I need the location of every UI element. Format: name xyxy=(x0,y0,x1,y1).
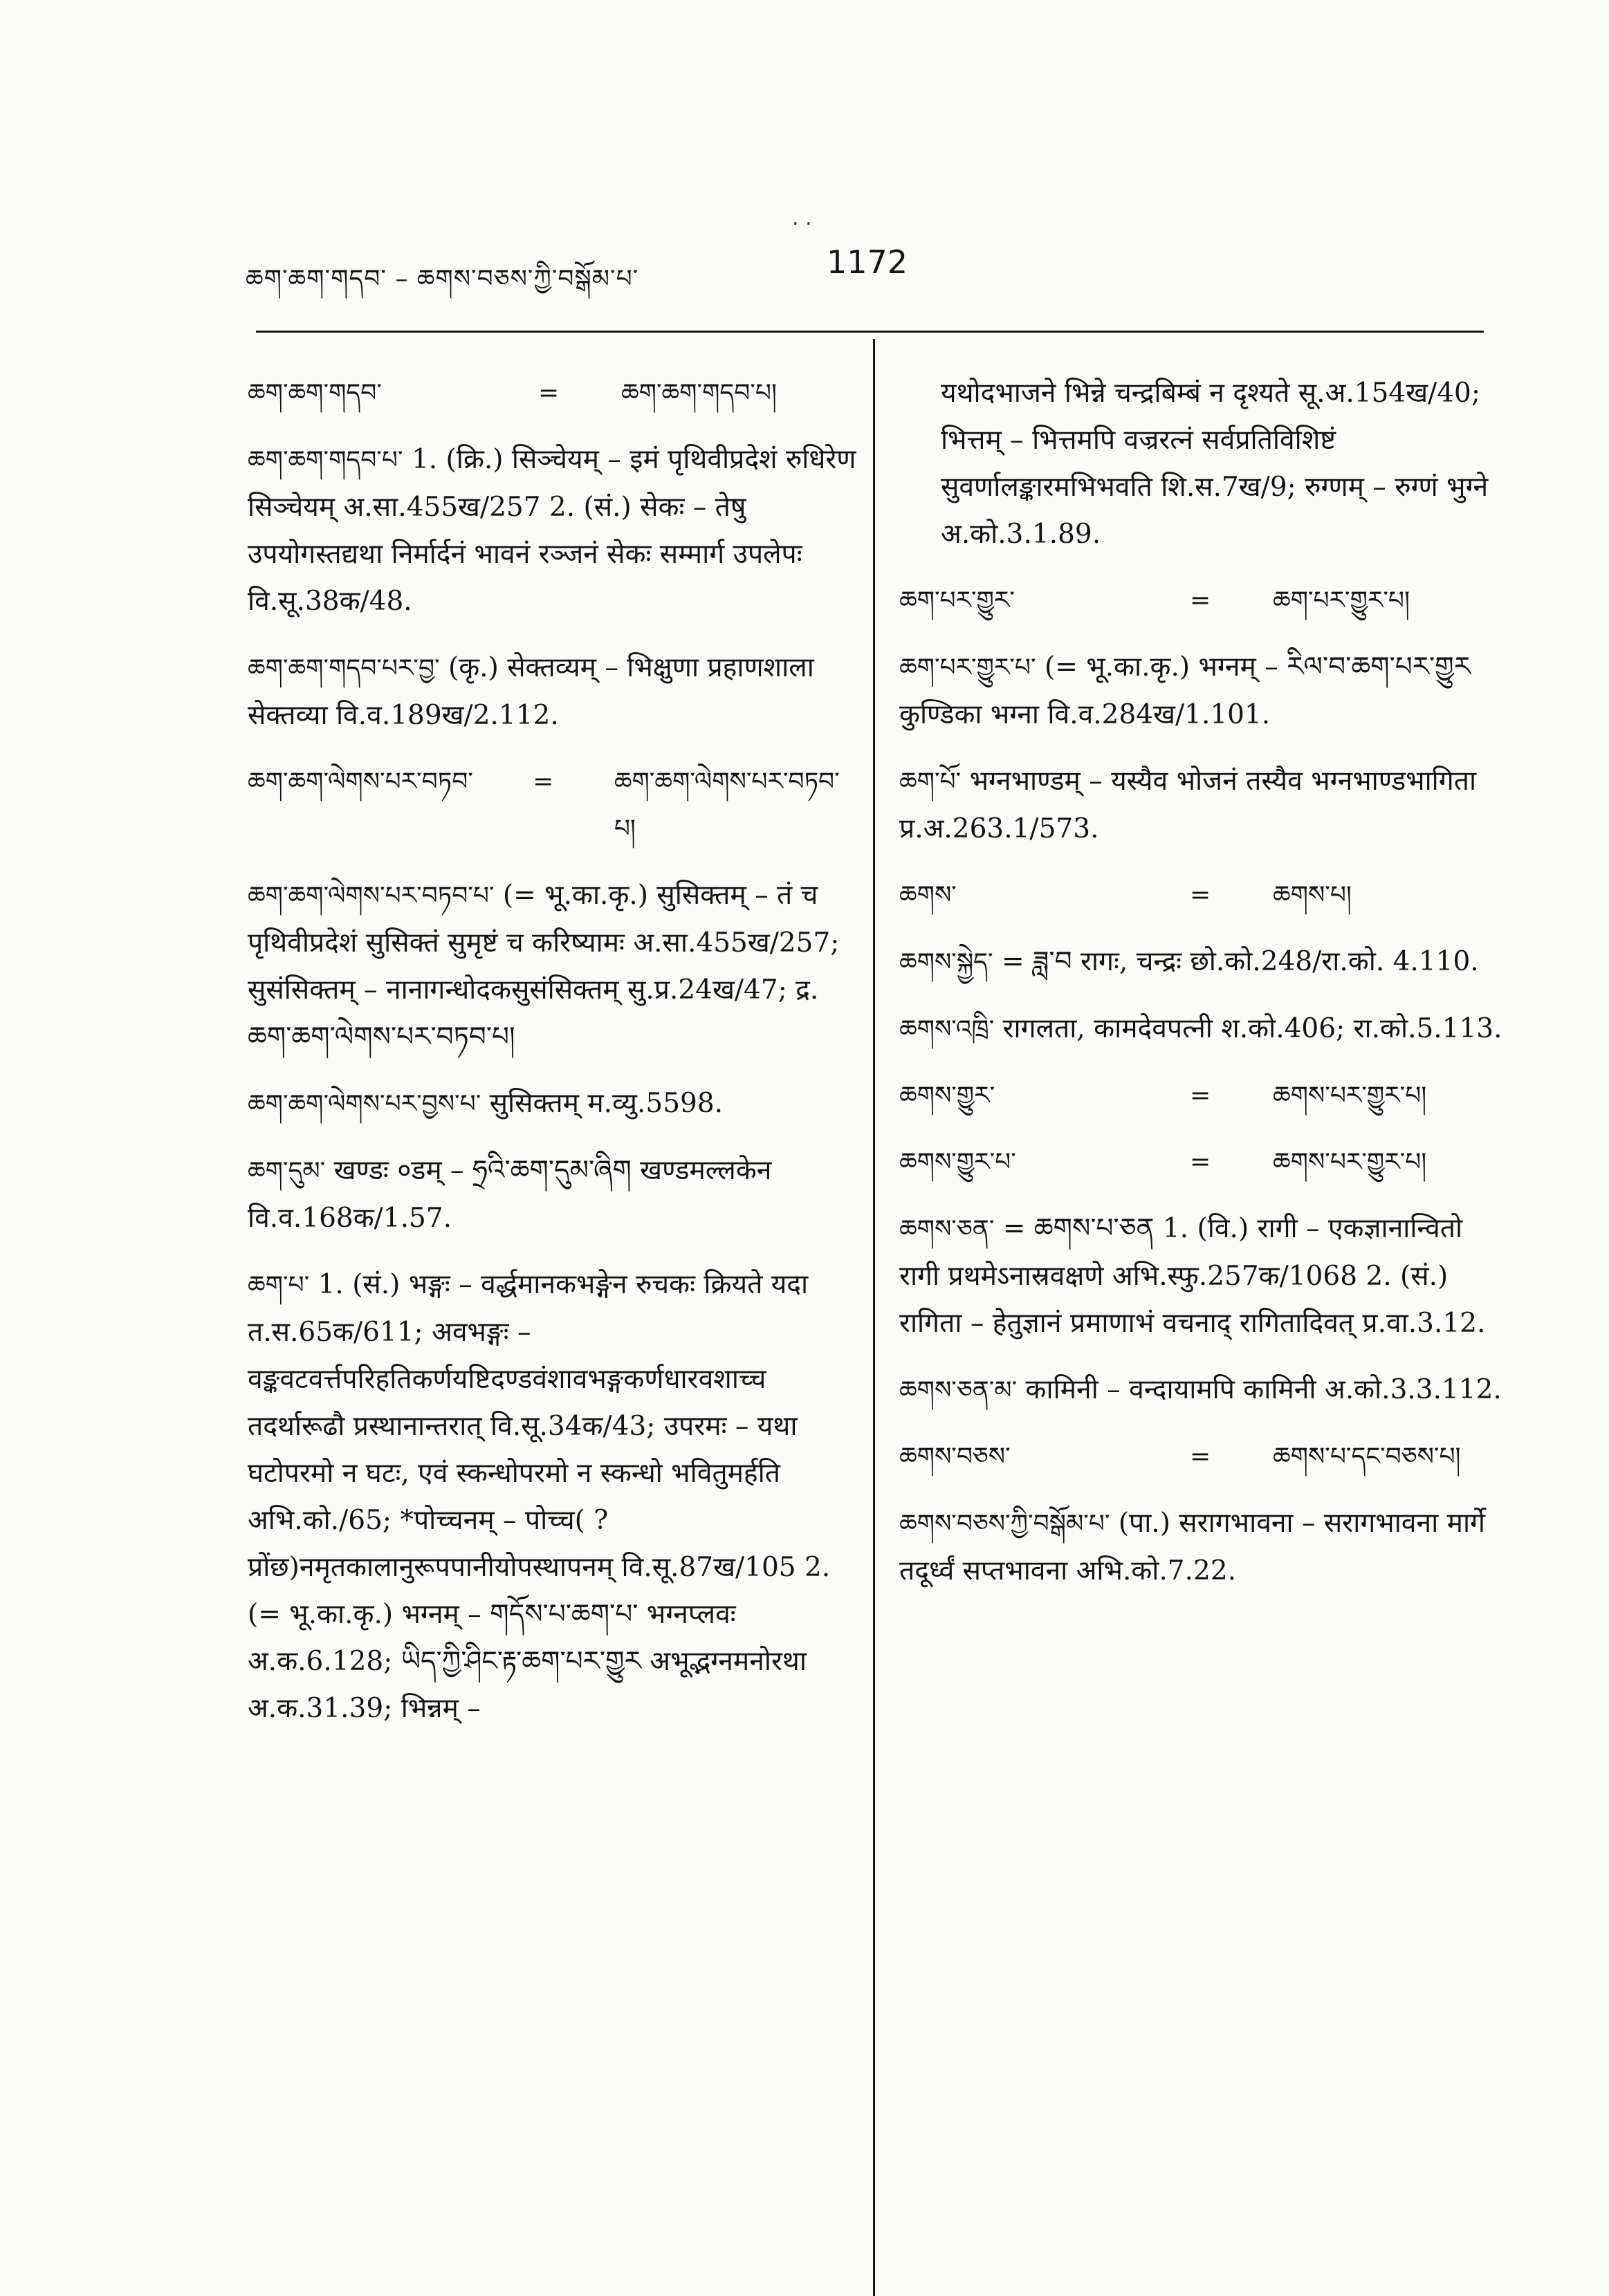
headword: ཆག་པར་གྱུར་ xyxy=(899,586,1015,615)
cross-reference-target: ཆག་ཆག་ལེགས་པར་བཏབ་པ། xyxy=(614,768,840,843)
equals-sign: = xyxy=(533,768,554,796)
headword: ཆགས་གྱུར་ xyxy=(899,1082,995,1110)
cross-reference-target: ཆག་པར་གྱུར་པ། xyxy=(1273,586,1410,615)
headword: ཆགས་འཁྲི་ xyxy=(899,1015,995,1044)
cross-reference-target: ཆག་ཆག་གདབ་པ། xyxy=(621,379,777,407)
header-entry-range: ཆག་ཆག་གདབ་ – ཆགས་བཅས་ཀྱི་བསྒོམ་པ་ xyxy=(246,265,639,293)
cross-reference-entry xyxy=(899,1073,1508,1120)
headword: ཆག་དུམ་ xyxy=(248,1157,326,1185)
dictionary-entry xyxy=(248,1147,856,1242)
dictionary-entry xyxy=(248,645,856,739)
entry-definition: (= भू.का.कृ.) सुसिक्तम् – तं च पृथिवीप्रदेशं सुसिक्तं सुमृष्टं च करिष्यामः अ.सा.455ख/257; सुसंसिक्तम् – नानागन्धोदकसुसंसिक्तम् सु.प्र.24ख/47; द्र. ཆག་ཆག་ལེགས་པར་བཏབ་པ། xyxy=(248,880,840,1053)
headword: ཆགས་ xyxy=(899,881,957,909)
cross-reference-entry xyxy=(899,1434,1508,1481)
dictionary-entry xyxy=(248,872,856,1061)
cross-reference-entry xyxy=(248,370,856,417)
entry-definition: 1. (क्रि.) सिञ्चेयम् – इमं पृथिवीप्रदेशं रुधिरेण सिञ्चेयम् अ.सा.455ख/257 2. (सं.) सेकः – तेषु उपयोगस्तद्यथा निर्मार्दनं भावनं रञ्जनं सेकः सम्मार्ग उपलेपः वि.सू.38क/48. xyxy=(248,444,856,617)
dictionary-entry xyxy=(899,1500,1508,1595)
cross-reference-target: ཆགས་པ་དང་བཅས་པ། xyxy=(1273,1443,1461,1471)
entry-definition: भग्नभाण्डम् – यस्यैव भोजनं तस्यैव भग्नभाण्डभागिता प्र.अ.263.1/573. xyxy=(899,766,1477,844)
entry-definition: = ཆགས་པ་ཅན 1. (वि.) रागी – एकज्ञानान्वितो रागी प्रथमेऽनास्रवक्षणे अभि.स्फु.257क/1068 2. (सं.) रागिता – हेतुज्ञानं प्रमाणाभं वचनाद् रागितादिवत् प्र.वा.3.12. xyxy=(899,1213,1486,1339)
cross-reference-target: ཆགས་པར་གྱུར་པ། xyxy=(1273,1082,1427,1110)
entry-definition: = ཟླ་བ रागः, चन्द्रः छो.को.248/रा.को. 4.110. xyxy=(1001,946,1479,977)
headword: ཆག་ཆག་ལེགས་པར་བྱས་པ་ xyxy=(248,1090,481,1118)
headword: ཆག་ཆག་ལེགས་པར་བཏབ་པ་ xyxy=(248,882,495,910)
entry-definition: खण्डः ०डम् – ཧྲའི་ཆག་དུམ་ཞིག खण्डमल्लकेन वि.व.168क/1.57. xyxy=(248,1155,772,1234)
dictionary-entry xyxy=(899,1006,1508,1053)
entry-definition: (= भू.का.कृ.) भग्नम् – རིལ་བ་ཆག་པར་གྱུར कुण्डिका भग्ना वि.व.284ख/1.101. xyxy=(899,651,1471,730)
left-column xyxy=(248,370,856,1752)
headword: ཆགས་སྐྱེད་ xyxy=(899,948,993,976)
headword: ཆག་ཆག་གདབ་པར་བྱ་ xyxy=(248,654,440,683)
dictionary-entry xyxy=(899,644,1508,739)
dictionary-entry xyxy=(899,758,1508,853)
running-header xyxy=(246,243,1491,292)
right-column xyxy=(899,370,1508,1614)
headword: ཆག་པར་གྱུར་པ་ xyxy=(899,654,1036,682)
headword: ཆགས་བཅས་ xyxy=(899,1443,1011,1471)
cross-reference-target: ཆགས་པར་གྱུར་པ། xyxy=(1273,1148,1427,1176)
dictionary-entry xyxy=(248,436,856,625)
dictionary-entry xyxy=(248,1261,856,1732)
dictionary-entry xyxy=(899,938,1508,986)
page-number: 1172 xyxy=(827,243,908,281)
entry-definition: रागलता, कामदेवपत्नी श.को.406; रा.को.5.113. xyxy=(1002,1013,1502,1044)
headword: ཆགས་གྱུར་པ་ xyxy=(899,1148,1016,1176)
cross-reference-entry xyxy=(899,872,1508,919)
headword: ཆགས་ཅན་མ་ xyxy=(899,1376,1018,1405)
entry-definition: 1. (सं.) भङ्गः – वर्द्धमानकभङ्गेन रुचकः क्रियते यदा त.स.65क/611; अवभङ्गः – वङ्कवटवर्त्तपरिहतिकर्णयष्टिदण्डवंशावभङ्गकर्णधारवशाच्च तदर्थारूढौ प्रस्थानान्तरात् वि.सू.34क/43; उपरमः – यथा घटोपरमो न घटः, एवं स्कन्धोपरमो न स्कन्धो भवितुमर्हति अभि.को./65; *पोच्चनम् – पोच्च( ?प्रोंछ)नमृतकालानुरूपपानीयोपस्थापनम् वि.सू.87ख/105 2. (= भू.का.कृ.) भग्नम् – གདོས་པ་ཆག་པ་ भग्नप्लवः अ.क.6.128; ཡིད་ཀྱི་ཤིང་རྟ་ཆག་པར་གྱུར अभूद्भग्नमनोरथा अ.क.31.39; भिन्नम् – xyxy=(248,1269,831,1724)
equals-sign: = xyxy=(538,379,560,407)
equals-sign: = xyxy=(1190,881,1211,909)
dictionary-entry xyxy=(899,1367,1508,1414)
headword: ཆགས་བཅས་ཀྱི་བསྒོམ་པ་ xyxy=(899,1510,1110,1538)
header-rule xyxy=(256,331,1484,333)
column-divider xyxy=(873,339,875,2296)
entry-definition: सुसिक्तम् म.व्यु.5598. xyxy=(489,1088,724,1119)
entry-definition: कामिनी – वन्दायामपि कामिनी अ.को.3.3.112. xyxy=(1025,1374,1502,1405)
headword: ཆག་ཆག་གདབ་ xyxy=(248,379,382,407)
cross-reference-target: ཆགས་པ། xyxy=(1273,881,1352,909)
headword: ཆག་ཆག་ལེགས་པར་བཏབ་ xyxy=(248,768,473,796)
dictionary-entry xyxy=(899,1205,1508,1347)
cross-reference-entry xyxy=(899,1139,1508,1186)
headword: ཆག་ཆག་གདབ་པ་ xyxy=(248,446,403,474)
dictionary-entry xyxy=(248,1080,856,1128)
stray-mark: . . xyxy=(792,206,812,230)
equals-sign: = xyxy=(1190,1148,1211,1176)
cross-reference-entry xyxy=(899,577,1508,624)
cross-reference-entry xyxy=(248,759,856,853)
entry-definition: (पा.) सरागभावना – सरागभावना मार्गे तदूर्ध्वं सप्तभावना अभि.को.7.22. xyxy=(899,1508,1486,1586)
entry-definition: (कृ.) सेक्तव्यम् – भिक्षुणा प्रहाणशाला सेक्तव्या वि.व.189ख/2.112. xyxy=(248,652,814,731)
headword: ཆག་པ་ xyxy=(248,1271,310,1299)
equals-sign: = xyxy=(1190,586,1211,615)
headword: ཆགས་ཅན་ xyxy=(899,1215,995,1243)
equals-sign: = xyxy=(1190,1443,1211,1471)
equals-sign: = xyxy=(1190,1082,1211,1110)
headword: ཆག་པོ་ xyxy=(899,768,962,796)
continued-entry-text: यथोदभाजने भिन्ने चन्द्रबिम्बं न दृश्यते सू.अ.154ख/40; भित्तम् – भित्तमपि वज्ररत्नं सर्वप्रतिविशिष्टं सुवर्णालङ्कारमभिभवति शि.स.7ख/9; रुग्णम् – रुग्णं भुग्ने अ.को.3.1.89. xyxy=(941,378,1489,550)
